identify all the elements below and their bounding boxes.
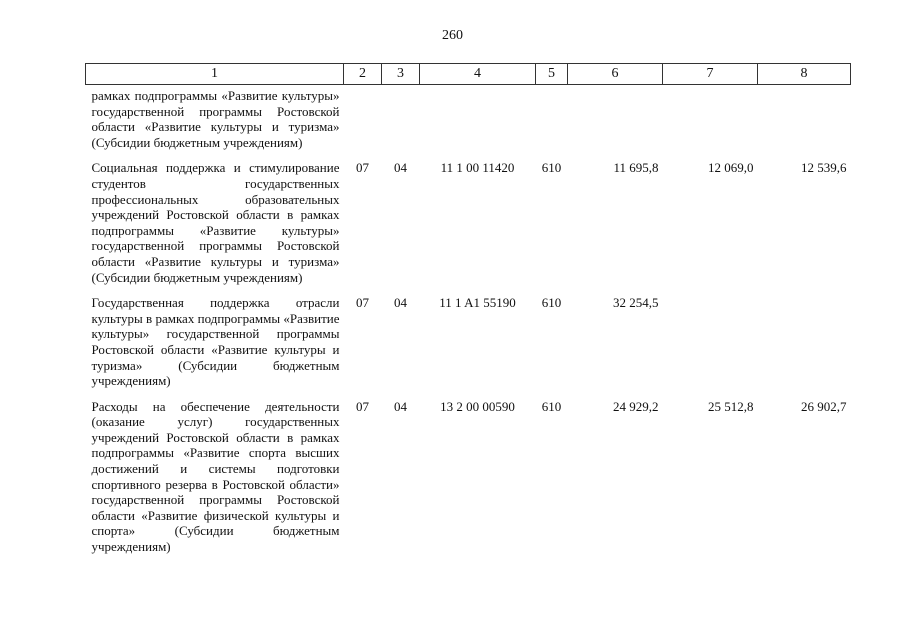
table-row — [86, 150, 851, 285]
cell-subsection: 04 — [394, 295, 407, 311]
column-header: 7 — [663, 64, 758, 85]
cell-amount-3: 26 902,7 — [801, 398, 847, 414]
cell-section: 07 — [356, 398, 369, 414]
cell-amount-2 — [663, 85, 758, 151]
column-header: 1 — [86, 64, 344, 85]
row-description: Расходы на обеспечение деятельности (оказание услуг) государственных учреждений Ростовской области в рамках подпрограммы «Развитие спорта высших достижений и системы подготовки спортивного резерва в Ростовской области» государственной программы Ростовской области «Развитие физической культуры и спорта» (Субсидии бюджетным учреждениям) — [91, 398, 340, 555]
cell-subsection: 04 — [394, 160, 407, 176]
column-header: 6 — [568, 64, 663, 85]
cell-amount-1: 24 929,2 — [613, 398, 659, 414]
cell-amount-2 — [663, 285, 758, 389]
cell-amount-3 — [758, 85, 851, 151]
cell-target-code — [420, 85, 536, 151]
column-header: 4 — [420, 64, 536, 85]
table-row — [86, 85, 851, 151]
cell-amount-1 — [568, 85, 663, 151]
cell-subsection: 04 — [394, 398, 407, 414]
column-header: 8 — [758, 64, 851, 85]
cell-target-code: 11 1 00 11420 — [440, 160, 515, 176]
row-description: рамках подпрограммы «Развитие культуры» государственной программы Ростовской области «Развитие культуры и туризма» (Субсидии бюджетным учреждениям) — [91, 88, 340, 150]
cell-amount-1: 11 695,8 — [613, 160, 659, 176]
cell-amount-1: 32 254,5 — [613, 295, 659, 311]
cell-target-code: 13 2 00 00590 — [440, 398, 515, 414]
row-description: Социальная поддержка и стимулирование студентов государственных профессиональных образовательных учреждений Ростовской области в рамках подпрограммы «Развитие культуры» государственной программы Ростовской области «Развитие культуры и туризма» (Субсидии бюджетным учреждениям) — [91, 160, 340, 285]
cell-target-code: 11 1 A1 55190 — [439, 295, 516, 311]
cell-amount-2: 25 512,8 — [708, 398, 754, 414]
cell-expense-type: 610 — [541, 398, 562, 414]
cell-amount-3 — [758, 285, 851, 389]
cell-expense-type: 610 — [541, 295, 562, 311]
cell-amount-3: 12 539,6 — [801, 160, 847, 176]
cell-amount-2: 12 069,0 — [708, 160, 754, 176]
cell-subsection — [382, 85, 420, 151]
table-row — [86, 285, 851, 389]
page-number: 260 — [442, 28, 463, 43]
row-description: Государственная поддержка отрасли культуры в рамках подпрограммы «Развитие культуры» государственной программы Ростовской области «Развитие культуры и туризма» (Субсидии бюджетным учреждениям) — [91, 295, 340, 389]
column-header: 2 — [344, 64, 382, 85]
column-header: 3 — [382, 64, 420, 85]
table-row — [86, 389, 851, 555]
column-header: 5 — [536, 64, 568, 85]
cell-expense-type: 610 — [541, 160, 562, 176]
budget-table — [85, 63, 851, 555]
table-header-row — [86, 64, 851, 85]
cell-expense-type — [536, 85, 568, 151]
cell-section: 07 — [356, 160, 369, 176]
cell-section — [344, 85, 382, 151]
cell-section: 07 — [356, 295, 369, 311]
